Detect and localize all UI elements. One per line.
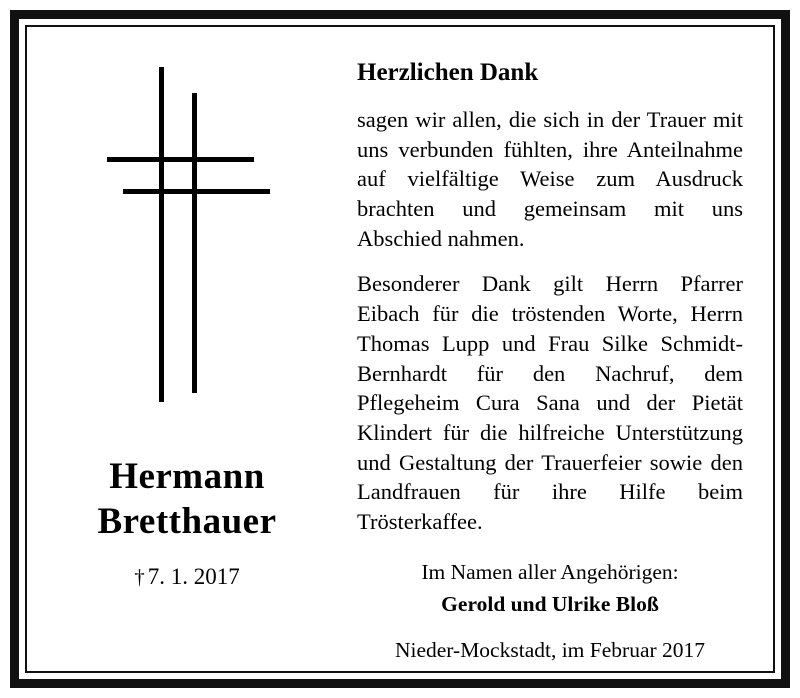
thanks-title: Herzlichen Dank	[357, 59, 539, 86]
closing-block	[357, 557, 743, 620]
cross-horizontal-bar-front	[123, 189, 270, 194]
place-and-date: Nieder-Mockstadt, im Februar 2017	[394, 638, 706, 663]
closing-names: Gerold und Ulrike Bloß	[441, 591, 659, 616]
outer-border-frame	[10, 10, 790, 688]
cross-horizontal-bar-back	[107, 157, 254, 162]
deceased-name-block	[37, 454, 337, 544]
dagger-icon: †	[134, 565, 145, 590]
memorial-left-column	[27, 27, 347, 671]
thanks-paragraph-2: Besonderer Dank gilt Herrn Pfarrer Eibach für die tröstenden Worte, Herrn Thomas Lupp und Frau Silke Schmidt-Bernhardt für den Nachruf, dem Pflegeheim Cura Sana und der Pietät Klindert für die hilfreiche Unterstützung und Gestaltung der Trauerfeier sowie den Landfrauen für ihre Hilfe beim Trösterkaffee.	[357, 271, 743, 534]
thanks-paragraph-1: sagen wir allen, die sich in der Trauer mit uns verbunden fühlten, ihre Anteilnahme auf vielfältige Weise zum Ausdruck brachten und gemeinsam mit uns Abschied nahmen.	[357, 107, 743, 251]
cross-vertical-bar-front	[159, 67, 164, 402]
death-date-value: 7. 1. 2017	[147, 564, 240, 590]
cross-vertical-bar-back	[192, 93, 197, 393]
memorial-right-column	[347, 27, 773, 671]
closing-line: Im Namen aller Angehörigen:	[421, 559, 679, 584]
inner-border-frame	[25, 25, 775, 673]
cross-icon	[107, 67, 277, 412]
death-date-line	[134, 564, 240, 590]
deceased-last-name: Bretthauer	[97, 501, 277, 543]
deceased-first-name: Hermann	[109, 456, 265, 497]
